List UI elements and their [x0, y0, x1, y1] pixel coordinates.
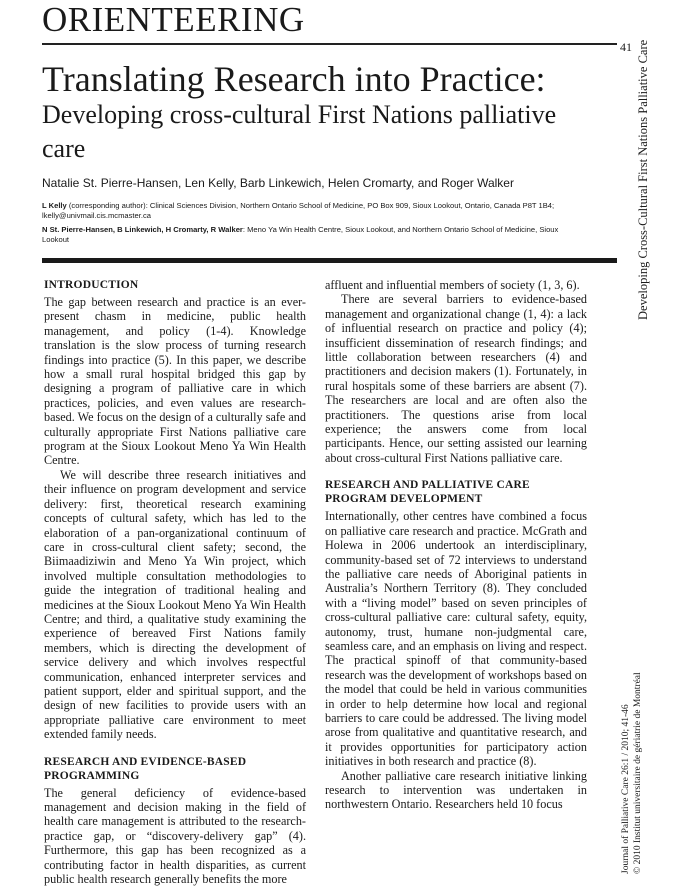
affiliation-names: L Kelly — [42, 201, 67, 210]
header-divider — [42, 258, 617, 263]
section-label: ORIENTEERING — [42, 0, 305, 39]
heading-introduction: INTRODUCTION — [44, 279, 139, 291]
page-number: 41 — [620, 40, 632, 54]
paragraph: There are several barriers to evidence-based management and organizational change (1, 4): a lack of influential research on practice and policy (4); insufficient dissemination of research findings; and little collaboration between researchers (4) and practitioners and decision makers (1). Fortunately, in rural hospitals some of these barriers are absent (7). The researchers are local and are often also the practitioners. The questions arise from local experience; the answers come from local participants. Hence, our setting assisted our learning about cross-cultural First Nations palliative care. — [325, 292, 587, 465]
left-column — [44, 278, 306, 886]
journal-citation — [620, 672, 644, 874]
right-column — [325, 278, 587, 812]
paragraph: Internationally, other centres have combined a focus on palliative care research and practice. McGrath and Holewa in 2006 undertook an interdisciplinary, community-based set of 72 interviews to understand the palliative care needs of Aboriginal patients in Australia’s Northern Territory (8). They concluded with a “living model” based on seven principles of cross-cultural palliative care: cultural safety, equity, autonomy, trust, humane non-judgmental care, seamless care, and an emphasis on living and respect. The practical spinoff of that community-based research was the development of workshops based on the model that could be held in various communities in order to help determine how local and regional barriers to care could be addressed. The living model arose from qualitative and quantitative research, and it provides opportunities for participatory action initiatives in both research and practice (8). — [325, 509, 587, 769]
top-rule — [42, 43, 617, 45]
journal-line-2: © 2010 Institut universitaire de gériatrie de Montréal — [633, 672, 643, 874]
article-title: Translating Research into Practice: — [42, 59, 546, 99]
heading-palliative-program: RESEARCH AND PALLIATIVE CARE PROGRAM DEVELOPMENT — [325, 479, 530, 506]
paragraph: The gap between research and practice is an ever-present chasm in medicine, public health management, and policy (1-4). Knowledge translation is the slow process of turning research findings into practice (5). In this paper, we describe how a small rural hospital bridged this gap by designing a program of palliative care in which practices, policies, and even values are research-based. We focus on the design of a culturally safe and culturally appropriate First Nations palliative care program at the Sioux Lookout Meno Ya Win Health Centre. — [44, 295, 306, 468]
affiliation-text: : Meno Ya Win Health Centre, Sioux Lookout, and Northern Ontario School of Medicine, Sioux Lookout — [42, 225, 559, 244]
author-list: Natalie St. Pierre-Hansen, Len Kelly, Barb Linkewich, Helen Cromarty, and Roger Walker — [42, 176, 514, 190]
heading-research-programming: RESEARCH AND EVIDENCE-BASED PROGRAMMING — [44, 755, 247, 782]
affiliation-text: (corresponding author): Clinical Sciences Division, Northern Ontario School of Medicine, PO Box 909, Sioux Lookout, Ontario, Canada P8T 1B4; lkelly@univmail.cis.mcmaster.ca — [42, 201, 555, 220]
paragraph: The general deficiency of evidence-based management and decision making in the field of health care management is attributed to the research-practice gap, or “discovery-delivery gap” (4). Furthermore, this gap has been recognized as a contributing factor in health disparities, as current public health research generally benefits the more — [44, 785, 306, 886]
journal-line-1: Journal of Palliative Care 26:1 / 2010; 41-46 — [621, 704, 631, 874]
affiliation-others — [42, 225, 582, 245]
article-subtitle: Developing cross-cultural First Nations palliative care — [42, 100, 557, 163]
affiliation-corresponding — [42, 201, 582, 221]
paragraph: Another palliative care research initiative linking research to intervention was undertaken in northwestern Ontario. Researchers held 10 focus — [325, 768, 587, 812]
paragraph: We will describe three research initiatives and their influence on program development and service delivery: first, theoretical research examining concepts of cultural safety, which has led to the elaboration of a pan-organizational continuum of care in cross-cultural client safety; second, the Biimaadiziwin and Meno Ya Win project, which involved multiple consultation methodologies to guide the integration of traditional healing and medicines at the Sioux Lookout Meno Ya Win Health Centre; and third, a qualitative study examining the experience of bereaved First Nations family members, which is directing the development of service delivery and which involves respectful communication, enhanced interpreter services and patient support, elder and spiritual support, and the design of new facilities to provide users with an appropriate palliative care environment to meet extended family needs. — [44, 467, 306, 742]
affiliation-names: N St. Pierre-Hansen, B Linkewich, H Cromarty, R Walker — [42, 225, 243, 234]
running-title: Developing Cross-Cultural First Nations Palliative Care — [636, 39, 650, 320]
paragraph: affluent and influential members of society (1, 3, 6). — [325, 278, 580, 292]
